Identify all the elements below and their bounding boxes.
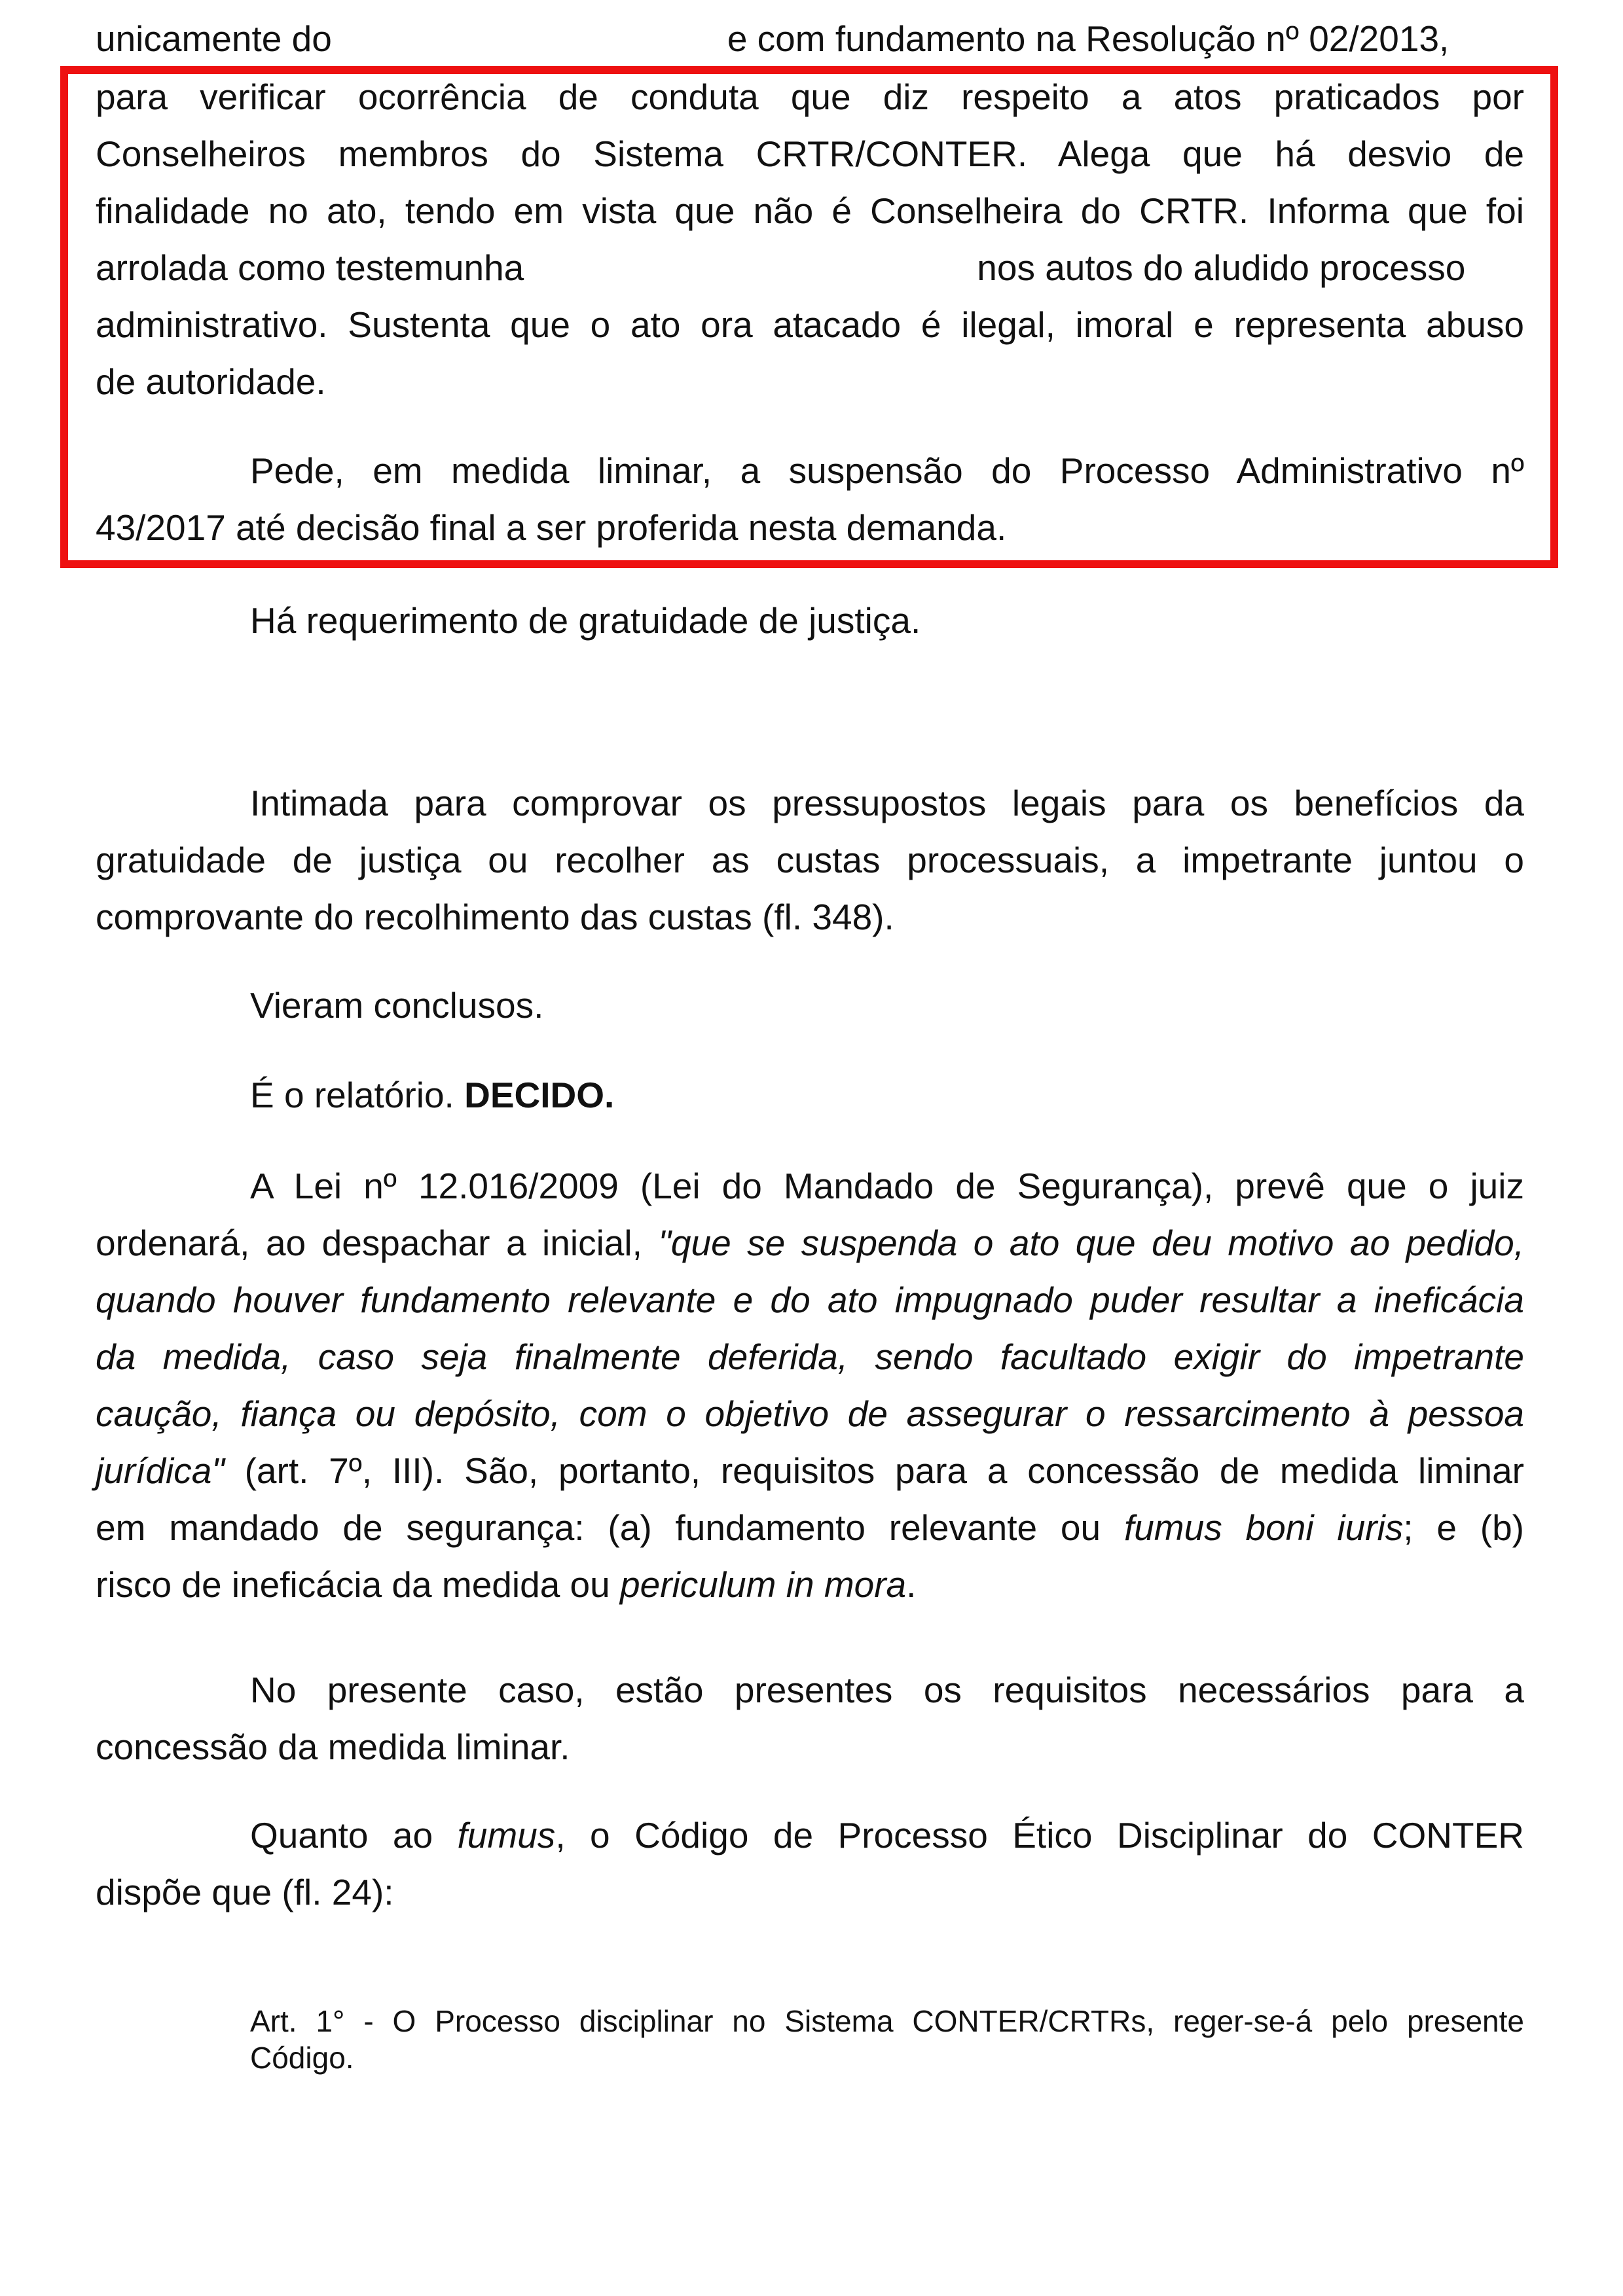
text-line: dispõe que (fl. 24): bbox=[96, 1872, 394, 1912]
text-line-split bbox=[96, 240, 1524, 296]
lei-line2-italic: "que se suspenda o ato que deu motivo ao pedido, bbox=[658, 1223, 1524, 1263]
text-line bbox=[96, 1443, 1524, 1499]
text-line: caução, fiança ou depósito, com o objetivo de assegurar o ressarcimento à pessoa bbox=[96, 1393, 1524, 1434]
text-line: comprovante do recolhimento das custas (fl. 348). bbox=[96, 897, 894, 937]
text-line: Vieram conclusos. bbox=[250, 985, 544, 1026]
text-line bbox=[96, 1067, 1524, 1124]
citation-block bbox=[250, 2003, 1524, 2076]
text-line: para verificar ocorrência de conduta que diz respeito a atos praticados por bbox=[96, 77, 1524, 117]
text-line: Pede, em medida liminar, a suspensão do Processo Administrativo nº bbox=[250, 450, 1524, 491]
text-line: da medida, caso seja finalmente deferida, sendo facultado exigir do impetrante bbox=[96, 1336, 1524, 1377]
decido-bold: DECIDO. bbox=[464, 1075, 615, 1115]
text-line bbox=[96, 1556, 1524, 1613]
highlighted-paragraph-2 bbox=[96, 442, 1524, 556]
text-line: Há requerimento de gratuidade de justiça. bbox=[250, 600, 921, 641]
quanto-line1-a: Quanto ao bbox=[250, 1815, 458, 1856]
lei-line8-end: . bbox=[906, 1564, 917, 1605]
relatorio-text: É o relatório. bbox=[250, 1075, 465, 1115]
top-fragment-left: unicamente do bbox=[96, 18, 332, 59]
text-line: 43/2017 até decisão final a ser proferida nesta demanda. bbox=[96, 507, 1007, 548]
text-line: administrativo. Sustenta que o ato ora atacado é ilegal, imoral e representa abuso bbox=[96, 304, 1524, 345]
quanto-line1-b: , o Código de Processo Ético Disciplinar do CONTER bbox=[555, 1815, 1524, 1856]
paragraph-vieram bbox=[96, 977, 1524, 1034]
text-line: quando houver fundamento relevante e do ato impugnado puder resultar a ineficácia bbox=[96, 1280, 1524, 1320]
lei-line7-plain-b: ; e (b) bbox=[1403, 1507, 1524, 1548]
lei-line7-italic: fumus boni iuris bbox=[1123, 1507, 1404, 1548]
lei-line8-italic: periculum in mora bbox=[620, 1564, 907, 1605]
lei-line6-italic: jurídica" bbox=[96, 1450, 225, 1491]
text-line: gratuidade de justiça ou recolher as custas processuais, a impetrante juntou o bbox=[96, 840, 1524, 880]
citation-line: Código. bbox=[250, 2041, 354, 2075]
lei-line2-plain: ordenará, ao despachar a inicial, bbox=[96, 1223, 659, 1263]
citation-line: Art. 1° - O Processo disciplinar no Sistema CONTER/CRTRs, reger-se-á pelo presente bbox=[250, 2004, 1524, 2038]
split-left: arrolada como testemunha bbox=[96, 247, 524, 288]
highlighted-paragraph-1 bbox=[96, 69, 1524, 410]
text-line: de autoridade. bbox=[96, 361, 326, 402]
text-line: A Lei nº 12.016/2009 (Lei do Mandado de Segurança), prevê que o juiz bbox=[250, 1166, 1524, 1206]
text-line bbox=[96, 1807, 1524, 1864]
top-fragment-line bbox=[96, 10, 1524, 67]
lei-line8-plain: risco de ineficácia da medida ou bbox=[96, 1564, 621, 1605]
text-line bbox=[96, 1499, 1524, 1556]
paragraph-gratuidade bbox=[96, 592, 1524, 649]
text-line: concessão da medida liminar. bbox=[96, 1727, 570, 1767]
split-right: nos autos do aludido processo bbox=[977, 247, 1466, 288]
paragraph-relatorio bbox=[96, 1067, 1524, 1124]
paragraph-intimada bbox=[96, 775, 1524, 946]
paragraph-presente bbox=[96, 1662, 1524, 1776]
top-fragment-right: e com fundamento na Resolução nº 02/2013, bbox=[727, 18, 1450, 59]
text-line: Intimada para comprovar os pressupostos legais para os benefícios da bbox=[250, 783, 1524, 823]
text-line: No presente caso, estão presentes os requisitos necessários para a bbox=[250, 1670, 1524, 1710]
text-line: Conselheiros membros do Sistema CRTR/CONTER. Alega que há desvio de bbox=[96, 134, 1524, 174]
text-line bbox=[96, 1215, 1524, 1272]
lei-line6-plain: (art. 7º, III). São, portanto, requisitos para a concessão de medida liminar bbox=[224, 1450, 1524, 1491]
lei-line7-plain-a: em mandado de segurança: (a) fundamento relevante ou bbox=[96, 1507, 1124, 1548]
paragraph-lei bbox=[96, 1158, 1524, 1613]
text-line: finalidade no ato, tendo em vista que não é Conselheira do CRTR. Informa que foi bbox=[96, 190, 1524, 231]
paragraph-quanto bbox=[96, 1807, 1524, 1921]
top-fragment bbox=[96, 10, 1524, 67]
quanto-line1-italic: fumus bbox=[457, 1815, 556, 1856]
